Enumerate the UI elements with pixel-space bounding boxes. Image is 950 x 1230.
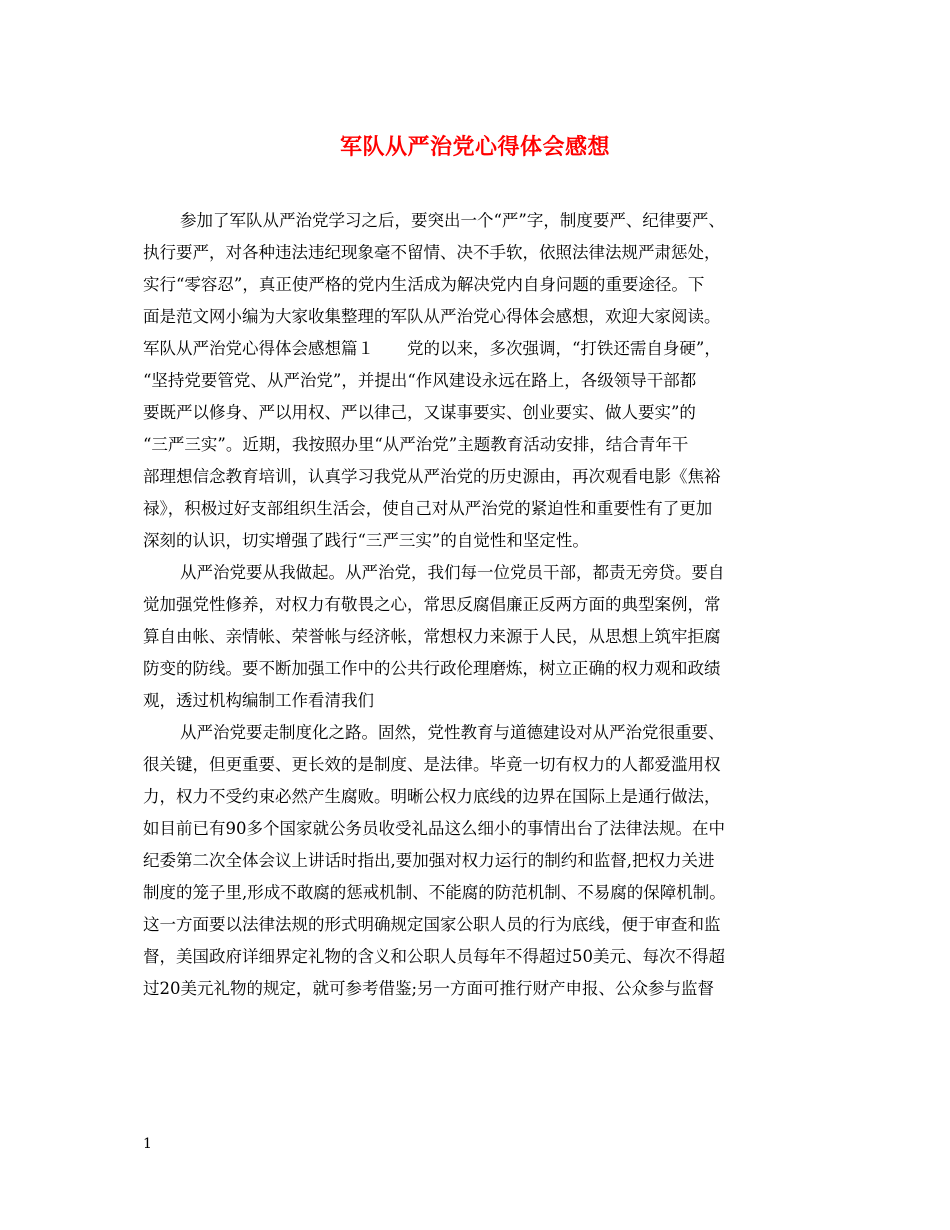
text-line: 面是范文网小编为大家收集整理的军队从严治党心得体会感想，欢迎大家阅读。 xyxy=(143,307,721,326)
text-line: 过20美元礼物的规定，就可参考借鉴;另一方面可推行财产申报、公众参与监督 xyxy=(143,979,715,998)
text-line: 觉加强党性修养，对权力有敬畏之心，常思反腐倡廉正反两方面的典型案例，常 xyxy=(143,595,721,614)
text-line: 禄》，积极过好支部组织生活会，使自己对从严治党的紧迫性和重要性有了更加 xyxy=(143,499,713,518)
text-line: 部理想信念教育培训，认真学习我党从严治党的历史源由，再次观看电影《焦裕 xyxy=(143,467,721,486)
text-line: 很关键，但更重要、更长效的是制度、是法律。毕竟一切有权力的人都爱滥用权 xyxy=(143,755,721,774)
text-line: “坚持党要管党、从严治党”，并提出“作风建设永远在路上，各级领导干部都 xyxy=(143,371,697,390)
text-line: 实行“零容忍”，真正使严格的党内生活成为解决党内自身问题的重要途径。下 xyxy=(143,275,705,294)
text-line: 这一方面要以法律法规的形式明确规定国家公职人员的行为底线，便于审查和监 xyxy=(143,915,721,934)
text-line: 算自由帐、亲情帐、荣誉帐与经济帐，常想权力来源于人民，从思想上筑牢拒腐 xyxy=(143,627,721,646)
page-number: 1 xyxy=(143,1136,152,1152)
text-line: 观，透过机构编制工作看清我们 xyxy=(143,691,374,710)
text-line: 军队从严治党心得体会感想篇１ 党的以来，多次强调，“打铁还需自身硬”， xyxy=(143,339,721,358)
text-line: 如目前已有90多个国家就公务员收受礼品这么细小的事情出台了法律法规。在中 xyxy=(143,819,725,838)
text-line: 从严治党要走制度化之路。固然，党性教育与道德建设对从严治党很重要、 xyxy=(180,723,725,742)
document-title: 军队从严治党心得体会感想 xyxy=(339,134,610,160)
text-line: 督，美国政府详细界定礼物的含义和公职人员每年不得超过50美元、每次不得超 xyxy=(143,947,725,966)
text-line: 防变的防线。要不断加强工作中的公共行政伦理磨炼，树立正确的权力观和政绩 xyxy=(143,659,721,678)
text-line: 深刻的认识，切实增强了践行“三严三实”的自觉性和坚定性。 xyxy=(143,531,589,550)
text-line: “三严三实”。近期，我按照办里“从严治党”主题教育活动安排，结合青年干 xyxy=(143,435,689,454)
text-line: 执行要严，对各种违法违纪现象毫不留情、决不手软，依照法律法规严肃惩处， xyxy=(143,243,721,262)
text-line: 要既严以修身、严以用权、严以律己，又谋事要实、创业要实、做人要实”的 xyxy=(143,403,696,422)
text-line: 纪委第二次全体会议上讲话时指出,要加强对权力运行的制约和监督,把权力关进 xyxy=(143,851,715,870)
text-line: 力，权力不受约束必然产生腐败。明晰公权力底线的边界在国际上是通行做法， xyxy=(143,787,721,806)
text-line: 制度的笼子里,形成不敢腐的惩戒机制、不能腐的防范机制、不易腐的保障机制。 xyxy=(143,883,726,902)
text-line: 参加了军队从严治党学习之后，要突出一个“严”字，制度要严、纪律要严、 xyxy=(180,211,725,230)
text-line: 从严治党要从我做起。从严治党，我们每一位党员干部，都责无旁贷。要自 xyxy=(180,563,725,582)
